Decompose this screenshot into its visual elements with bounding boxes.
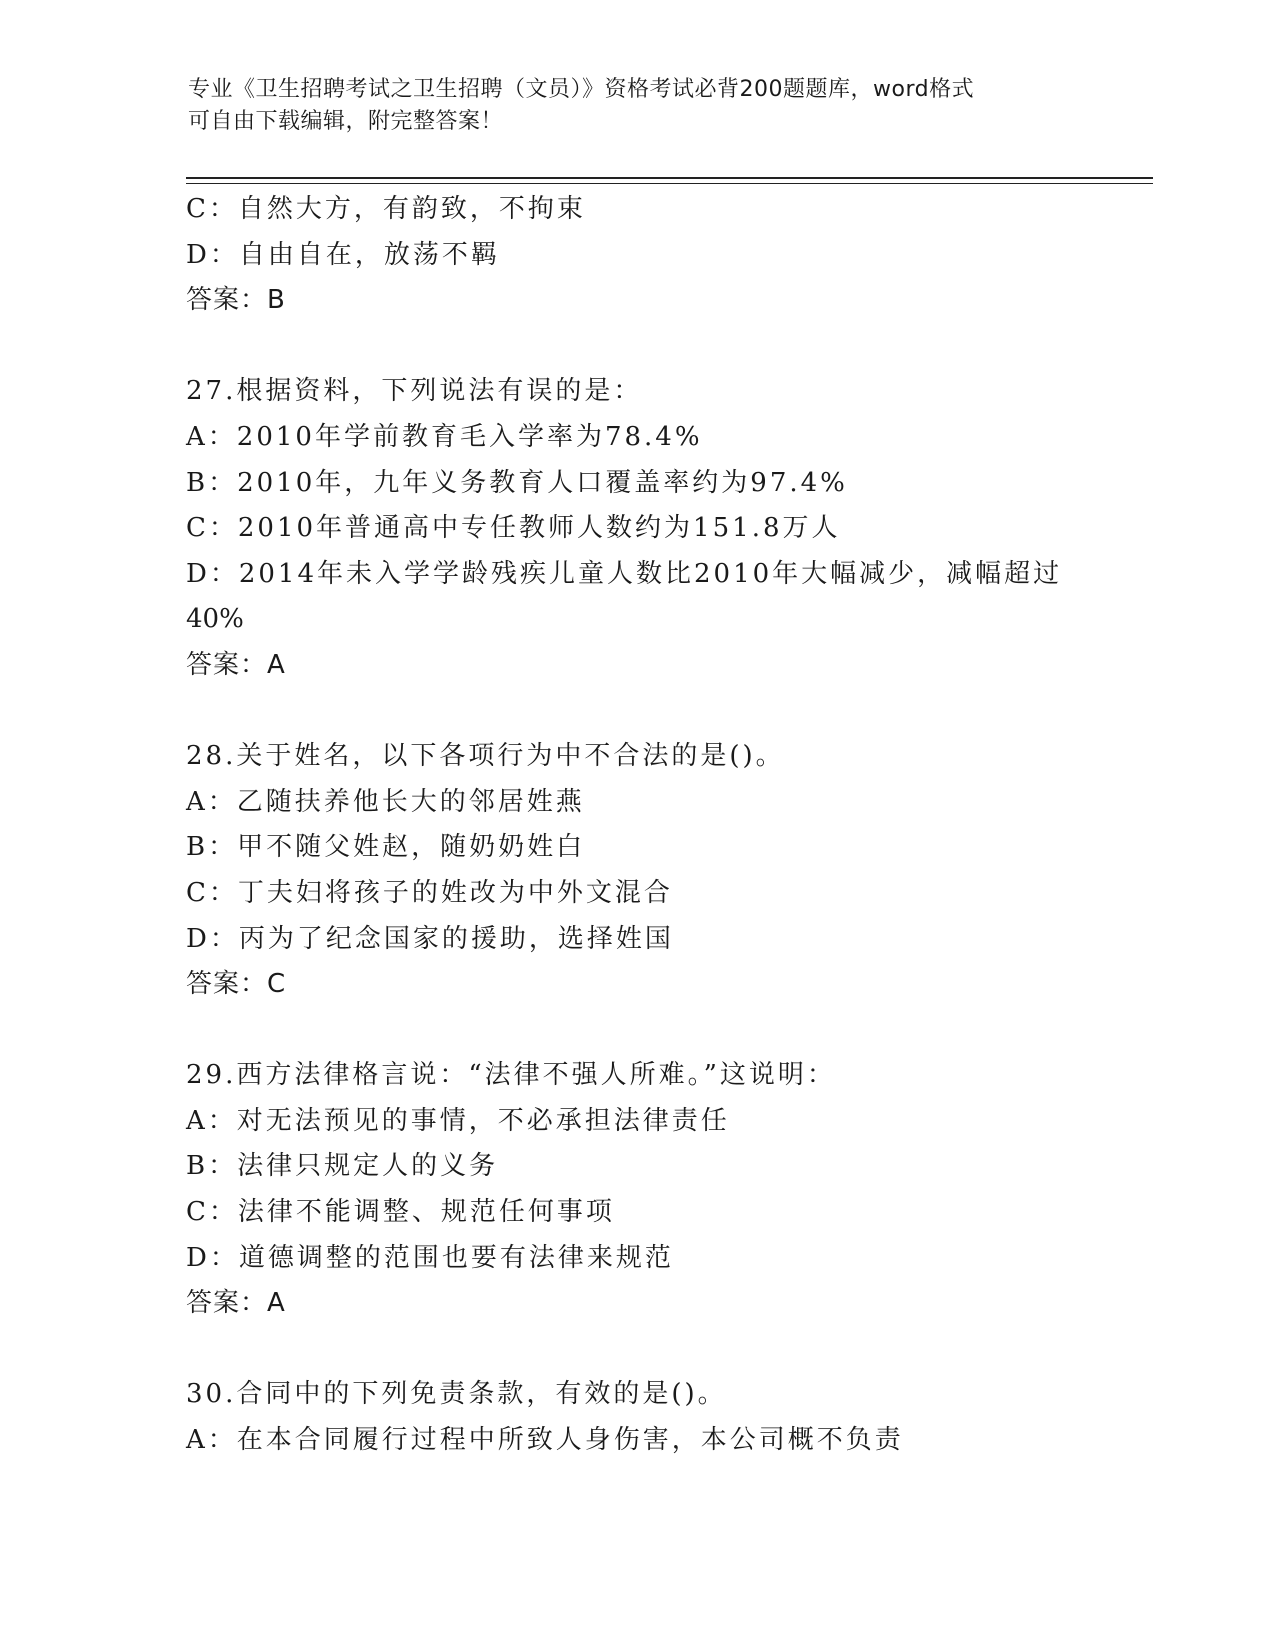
answer-line: 答案：A bbox=[186, 1288, 286, 1319]
option-line: B：2010年，九年义务教育人口覆盖率约为97.4% bbox=[186, 467, 848, 498]
spacer bbox=[186, 324, 1126, 370]
option-line: D：2014年未入学学龄残疾儿童人数比2010年大幅减少，减幅超过 bbox=[186, 558, 1063, 589]
question-stem: 30.合同中的下列免责条款，有效的是()。 bbox=[186, 1379, 727, 1410]
header-line-2: 可自由下载编辑，附完整答案！ bbox=[188, 109, 504, 134]
option-line: C：丁夫妇将孩子的姓改为中外文混合 bbox=[186, 877, 673, 908]
option-line: B：法律只规定人的义务 bbox=[186, 1151, 499, 1182]
header-rule-thin bbox=[186, 183, 1153, 184]
option-line: D：道德调整的范围也要有法律来规范 bbox=[186, 1242, 674, 1273]
header-rule-thick bbox=[186, 177, 1153, 179]
spacer bbox=[186, 1008, 1126, 1054]
option-line: C：2010年普通高中专任教师人数约为151.8万人 bbox=[186, 513, 841, 544]
question-list bbox=[186, 187, 1126, 1464]
header-line-1: 专业《卫生招聘考试之卫生招聘（文员）》资格考试必背200题题库，word格式 bbox=[188, 77, 975, 102]
option-line: A：2010年学前教育毛入学率为78.4% bbox=[186, 421, 703, 452]
option-line: A：对无法预见的事情，不必承担法律责任 bbox=[186, 1105, 730, 1136]
question-stem: 29.西方法律格言说：“法律不强人所难。”这说明： bbox=[186, 1060, 836, 1091]
answer-line: 答案：A bbox=[186, 649, 286, 680]
question-stem: 28.关于姓名，以下各项行为中不合法的是()。 bbox=[186, 741, 785, 772]
answer-line: 答案：C bbox=[186, 969, 287, 1000]
option-line: C：法律不能调整、规范任何事项 bbox=[186, 1197, 615, 1228]
option-line: D：自由自在，放荡不羁 bbox=[186, 239, 500, 270]
document-header bbox=[188, 74, 1088, 138]
answer-line: 答案：B bbox=[186, 285, 286, 316]
spacer bbox=[186, 1327, 1126, 1373]
option-line: A：乙随扶养他长大的邻居姓燕 bbox=[186, 786, 585, 817]
option-line: C：自然大方，有韵致，不拘束 bbox=[186, 194, 586, 224]
option-line: D：丙为了纪念国家的援助，选择姓国 bbox=[186, 923, 674, 954]
option-line: B：甲不随父姓赵，随奶奶姓白 bbox=[186, 832, 586, 863]
spacer bbox=[186, 689, 1126, 735]
question-stem: 27.根据资料，下列说法有误的是： bbox=[186, 376, 643, 407]
option-line-continued: 40% bbox=[186, 604, 244, 635]
option-line: A：在本合同履行过程中所致人身伤害，本公司概不负责 bbox=[186, 1425, 904, 1456]
